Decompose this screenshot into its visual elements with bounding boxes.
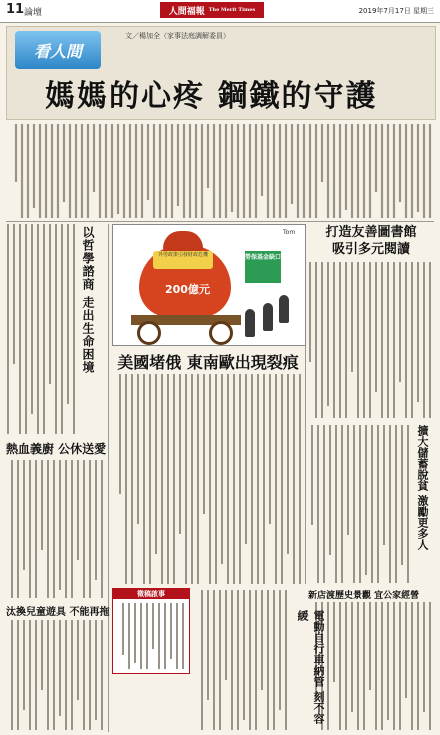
- toys-headline: 汰換兒童遊具 不能再拖: [6, 607, 110, 618]
- library-headline-line2: 吸引多元閱讀: [331, 242, 410, 257]
- fund-gap-sign: 勞保基金缺口: [245, 251, 281, 283]
- wheel-icon: [209, 321, 233, 345]
- store-body: [312, 602, 434, 734]
- library-headline: [308, 224, 434, 258]
- money-sack-label: 200億元: [165, 283, 210, 296]
- call-for-submissions-box: [112, 588, 190, 674]
- eu-body: [112, 374, 304, 584]
- toys-body: [6, 620, 106, 734]
- section-name: 論壇: [24, 8, 43, 18]
- column-divider: [108, 224, 109, 732]
- byline: 文／楊加全（家事法庭調解委員）: [125, 32, 230, 40]
- divider: [6, 221, 434, 222]
- store-lines: [312, 602, 434, 730]
- page-header: [0, 0, 440, 23]
- feature-banner: [6, 26, 436, 120]
- column-logo: 看人間: [15, 31, 101, 69]
- notice-lines: [113, 599, 189, 671]
- ebike-headline: 電動自行車納管 刻不容緩: [296, 610, 325, 724]
- masthead-title: 人間福報: [168, 6, 205, 17]
- person-figure: [279, 295, 289, 323]
- eu-headline: 美國堵俄 東南歐出現裂痕: [117, 353, 299, 372]
- eu-body-lines: [112, 374, 304, 584]
- money-sack-tag: 外勞政策引發財政危機: [153, 251, 213, 269]
- feature-headline: 媽媽的心疼 鋼鐵的守護: [45, 79, 378, 114]
- toys-lines: [6, 620, 106, 730]
- blood-donation-lines: [6, 460, 106, 598]
- feature-body-lines: [6, 122, 434, 220]
- cartoonist-signature: Tom: [283, 229, 296, 236]
- masthead-english: The Merit Times: [208, 7, 256, 13]
- savings-headline: 擴大儲蓄脫貧 激勵更多人: [416, 425, 429, 550]
- anxiety-body: [308, 425, 412, 587]
- left-column-lines: [6, 224, 78, 434]
- wheel-icon: [137, 321, 161, 345]
- library-body-lines: [306, 262, 434, 418]
- person-figure: [245, 309, 255, 337]
- blood-donation-headline: 熱血義廚 公休送愛: [6, 442, 107, 456]
- notice-title: 徵稿啟事: [113, 589, 189, 599]
- person-figure: [263, 303, 273, 331]
- money-sack-top: [163, 231, 203, 253]
- philosophy-headline: 以哲學諮商 走出生命困境: [81, 226, 95, 375]
- blood-donation-body: [6, 460, 106, 602]
- library-headline-line1: 打造友善圖書館: [325, 225, 417, 240]
- masthead-logo: [160, 2, 264, 18]
- left-column-body: [6, 224, 106, 434]
- page-number: 11: [6, 2, 25, 17]
- library-body: [306, 262, 434, 418]
- issue-date: 2019年7月17日 星期三: [358, 7, 434, 15]
- ebike-lines: [194, 590, 290, 730]
- anxiety-lines: [308, 425, 412, 583]
- feature-body: [6, 122, 434, 220]
- ebike-body: [194, 590, 290, 734]
- store-headline: 新店渡歷史景觀 宜公家經營: [308, 591, 420, 601]
- editorial-cartoon: [112, 224, 306, 346]
